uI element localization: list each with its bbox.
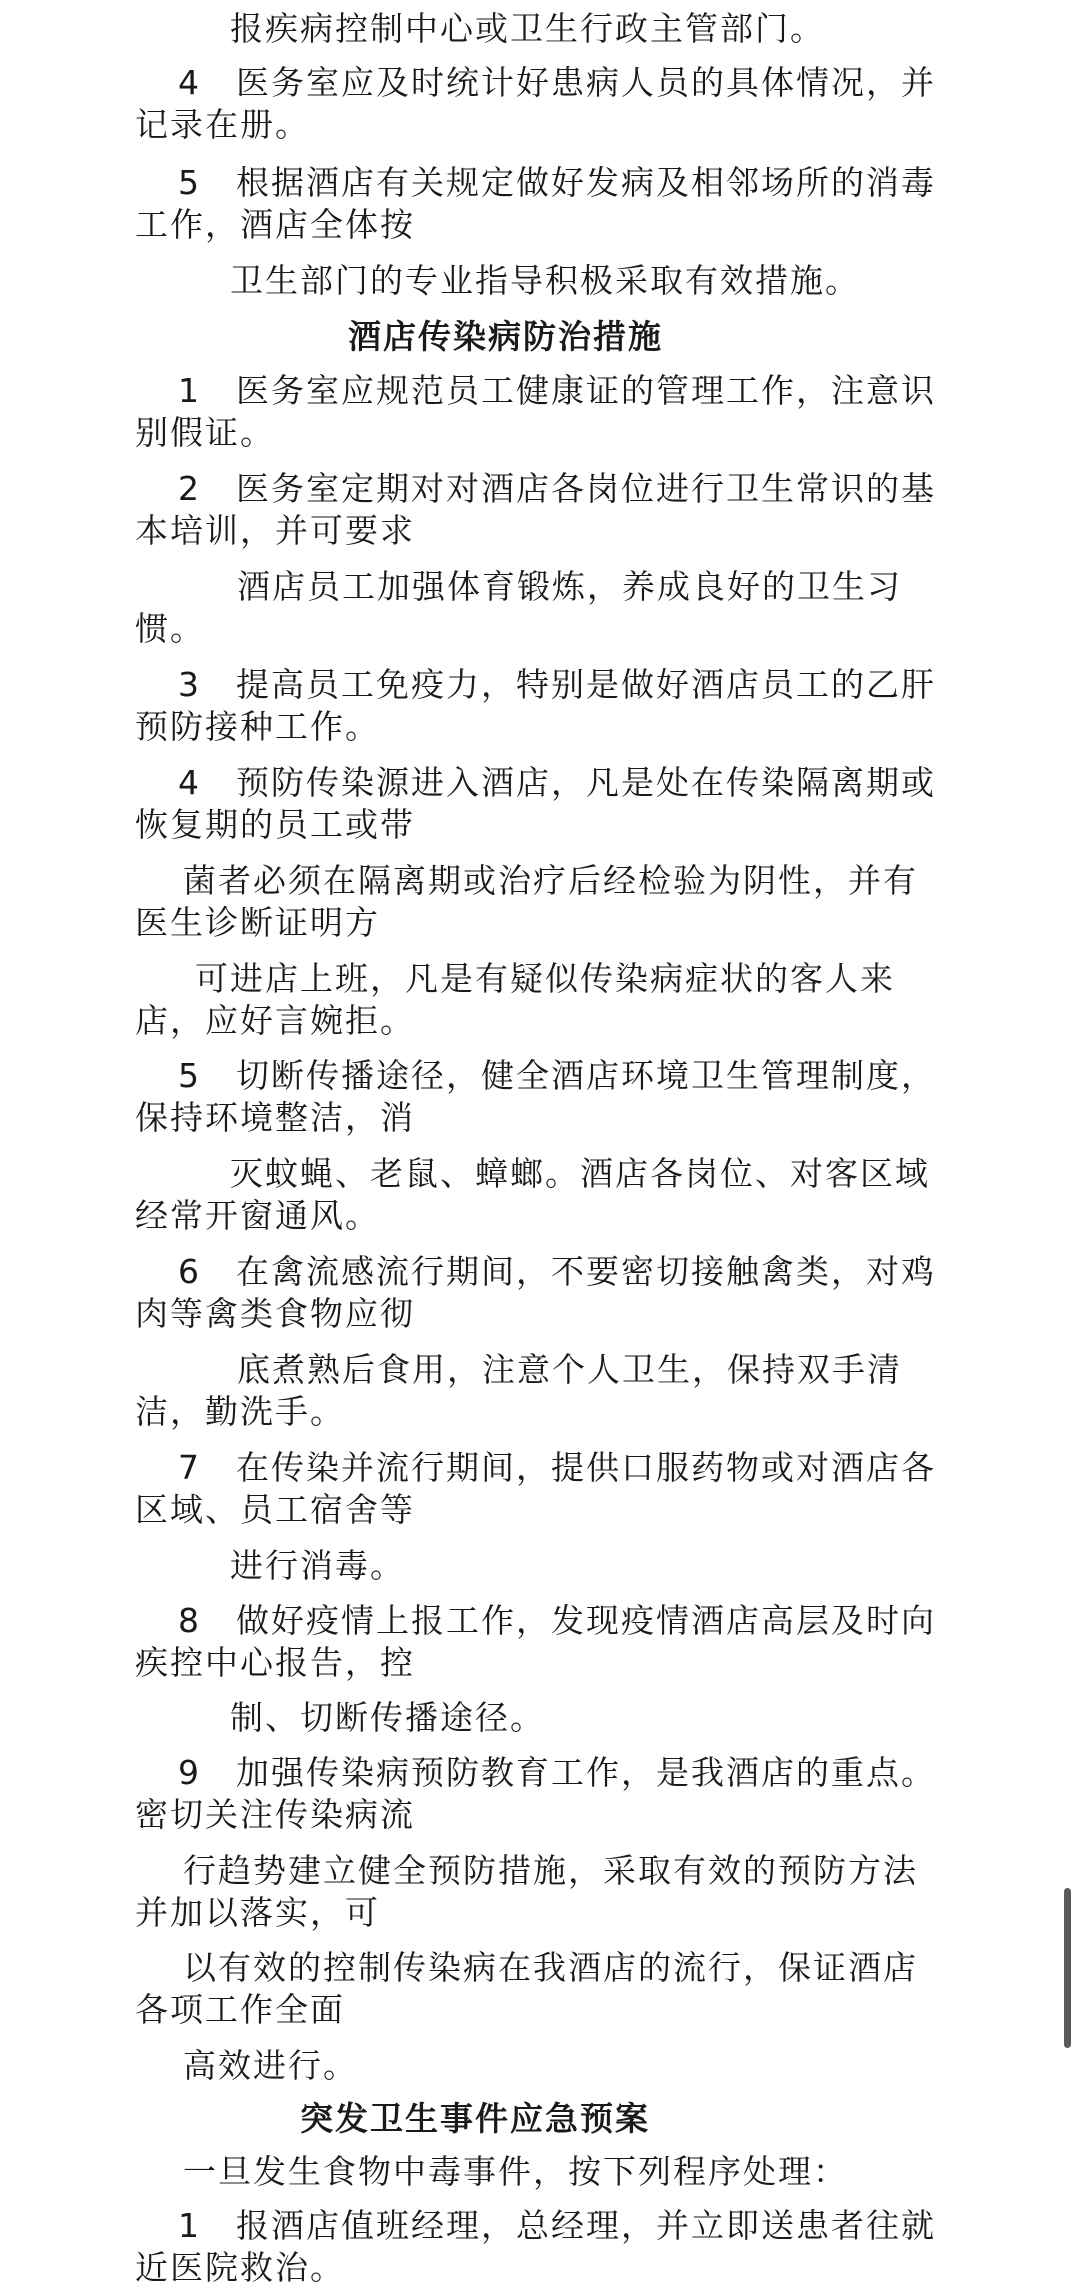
paragraph bbox=[0, 468, 1080, 552]
text-line: 6 在禽流感流行期间，不要密切接触禽类，对鸡 bbox=[178, 1252, 936, 1291]
text-line: 9 加强传染病预防教育工作，是我酒店的重点。 bbox=[178, 1753, 936, 1792]
paragraph bbox=[0, 2205, 1080, 2289]
paragraph bbox=[0, 2045, 1080, 2087]
text-line: 7 在传染并流行期间，提供口服药物或对酒店各 bbox=[178, 1448, 936, 1487]
paragraph bbox=[0, 1600, 1080, 1684]
paragraph bbox=[0, 370, 1080, 454]
paragraph bbox=[0, 566, 1080, 650]
paragraph bbox=[0, 1251, 1080, 1335]
text-line: 保持环境整洁，消 bbox=[135, 1098, 415, 1137]
paragraph bbox=[0, 1752, 1080, 1836]
paragraph bbox=[0, 664, 1080, 748]
text-line: 酒店员工加强体育锻炼，养成良好的卫生习 bbox=[237, 567, 902, 606]
text-line: 可进店上班，凡是有疑似传染病症状的客人来 bbox=[195, 959, 895, 998]
text-line: 本培训，并可要求 bbox=[135, 511, 415, 550]
paragraph bbox=[0, 2151, 1080, 2193]
paragraph bbox=[0, 762, 1080, 846]
text-line: 4 预防传染源进入酒店，凡是处在传染隔离期或 bbox=[178, 763, 936, 802]
text-line: 8 做好疫情上报工作，发现疫情酒店高层及时向 bbox=[178, 1601, 936, 1640]
text-line: 报疾病控制中心或卫生行政主管部门。 bbox=[230, 9, 825, 48]
text-line: 以有效的控制传染病在我酒店的流行，保证酒店 bbox=[183, 1948, 918, 1987]
paragraph bbox=[0, 1349, 1080, 1433]
paragraph bbox=[0, 8, 1080, 50]
text-line: 突发卫生事件应急预案 bbox=[300, 2099, 650, 2138]
paragraph bbox=[0, 860, 1080, 944]
paragraph bbox=[0, 62, 1080, 146]
text-line: 底煮熟后食用，注意个人卫生，保持双手清 bbox=[237, 1350, 902, 1389]
text-line: 疾控中心报告，控 bbox=[135, 1643, 415, 1682]
text-line: 恢复期的员工或带 bbox=[135, 805, 415, 844]
text-line: 别假证。 bbox=[135, 413, 275, 452]
text-line: 近医院救治。 bbox=[135, 2248, 345, 2287]
text-line: 店，应好言婉拒。 bbox=[135, 1001, 415, 1040]
text-line: 行趋势建立健全预防措施，采取有效的预防方法 bbox=[183, 1851, 918, 1890]
text-line: 各项工作全面 bbox=[135, 1990, 345, 2029]
text-line: 密切关注传染病流 bbox=[135, 1795, 415, 1834]
text-line: 2 医务室定期对对酒店各岗位进行卫生常识的基 bbox=[178, 469, 936, 508]
paragraph bbox=[0, 1055, 1080, 1139]
text-line: 酒店传染病防治措施 bbox=[348, 317, 663, 356]
vertical-scrollbar[interactable] bbox=[1064, 1888, 1071, 2048]
text-line: 医生诊断证明方 bbox=[135, 903, 380, 942]
section-heading bbox=[0, 2098, 1080, 2140]
text-line: 并加以落实，可 bbox=[135, 1893, 380, 1932]
text-line: 3 提高员工免疫力，特别是做好酒店员工的乙肝 bbox=[178, 665, 936, 704]
paragraph bbox=[0, 260, 1080, 302]
text-line: 进行消毒。 bbox=[230, 1546, 405, 1585]
text-line: 5 根据酒店有关规定做好发病及相邻场所的消毒 bbox=[178, 163, 936, 202]
paragraph bbox=[0, 1947, 1080, 2031]
text-line: 4 医务室应及时统计好患病人员的具体情况，并 bbox=[178, 63, 936, 102]
text-line: 一旦发生食物中毒事件，按下列程序处理： bbox=[183, 2152, 848, 2191]
text-line: 5 切断传播途径，健全酒店环境卫生管理制度， bbox=[178, 1056, 936, 1095]
paragraph bbox=[0, 1153, 1080, 1237]
text-line: 区域、员工宿舍等 bbox=[135, 1490, 415, 1529]
text-line: 记录在册。 bbox=[135, 105, 310, 144]
text-line: 灭蚊蝇、老鼠、蟑螂。酒店各岗位、对客区域 bbox=[230, 1154, 930, 1193]
text-line: 惯。 bbox=[135, 609, 205, 648]
paragraph bbox=[0, 162, 1080, 246]
section-heading bbox=[0, 316, 1080, 358]
text-line: 卫生部门的专业指导积极采取有效措施。 bbox=[230, 261, 860, 300]
text-line: 肉等禽类食物应彻 bbox=[135, 1294, 415, 1333]
paragraph bbox=[0, 1447, 1080, 1531]
text-line: 经常开窗通风。 bbox=[135, 1196, 380, 1235]
paragraph bbox=[0, 958, 1080, 1042]
text-line: 制、切断传播途径。 bbox=[230, 1698, 545, 1737]
paragraph bbox=[0, 1850, 1080, 1934]
paragraph bbox=[0, 1697, 1080, 1739]
text-line: 菌者必须在隔离期或治疗后经检验为阴性，并有 bbox=[183, 861, 918, 900]
text-line: 预防接种工作。 bbox=[135, 707, 380, 746]
paragraph bbox=[0, 1545, 1080, 1587]
text-line: 洁，勤洗手。 bbox=[135, 1392, 345, 1431]
text-line: 高效进行。 bbox=[183, 2046, 358, 2085]
text-line: 1 报酒店值班经理，总经理，并立即送患者往就 bbox=[178, 2206, 936, 2245]
text-line: 1 医务室应规范员工健康证的管理工作，注意识 bbox=[178, 371, 936, 410]
text-line: 工作，酒店全体按 bbox=[135, 205, 415, 244]
